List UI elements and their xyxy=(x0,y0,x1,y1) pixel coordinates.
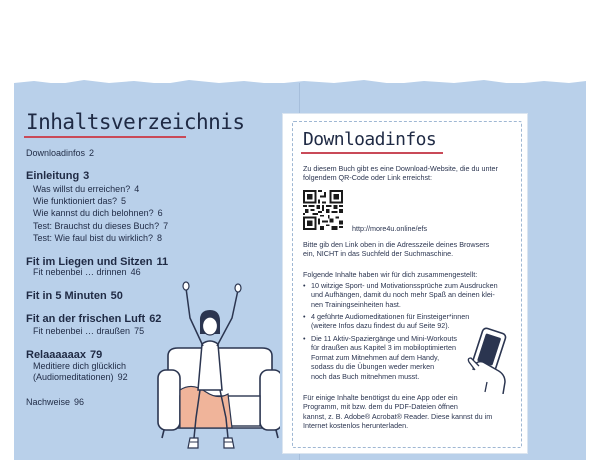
toc-entry xyxy=(33,221,168,231)
downloadinfo-title: Downloadinfos xyxy=(303,129,437,150)
toc-entry-label: Test: Brauchst du dieses Buch? xyxy=(33,221,160,231)
toc-chapter xyxy=(26,349,102,361)
toc-page-number: 7 xyxy=(163,221,169,231)
downloadinfo-intro: Zu diesem Buch gibt es eine Download-Website, die du unter folgendem QR-Code oder Link erreichst: xyxy=(303,164,498,183)
bullet-dot-icon: • xyxy=(303,334,306,343)
toc-entry-label: Fit in 5 Minuten xyxy=(26,290,107,302)
toc-page-number: 11 xyxy=(156,256,169,268)
toc-entry xyxy=(33,196,126,206)
woman-on-sofa-illustration xyxy=(150,278,280,458)
bullet-dot-icon: • xyxy=(303,281,306,290)
toc-entry-label: Fit nebenbei … drinnen xyxy=(33,267,127,277)
toc-chapter xyxy=(26,313,161,325)
toc-page-number: 5 xyxy=(121,196,127,206)
toc-entry xyxy=(33,208,163,218)
toc-page-number: 8 xyxy=(157,233,163,243)
toc-entry-label: Wie funktioniert das? xyxy=(33,196,118,206)
toc-page-number: 4 xyxy=(134,184,140,194)
downloadinfo-title-underline xyxy=(301,152,443,154)
hand-holding-phone-illustration xyxy=(463,326,523,394)
toc-page-number: 3 xyxy=(83,170,90,182)
bullet-dot-icon: • xyxy=(303,312,306,321)
toc-entry-label: Fit an der frischen Luft xyxy=(26,313,146,325)
toc-page-number: 96 xyxy=(74,397,85,407)
toc-entry-label: Nachweise xyxy=(26,397,71,407)
toc-chapter xyxy=(26,170,89,182)
bullet-item: • 10 witzige Sport- und Motivationssprüche zum Ausdrucken und Aufhängen, damit du noch mehr Spaß an deinen klei- nen Trainingseinheiten hast. xyxy=(303,281,498,309)
toc-page-number: 62 xyxy=(149,313,162,325)
toc-entry xyxy=(26,397,84,407)
toc-entry xyxy=(33,361,130,371)
toc-entry-label: Test: Wie faul bist du wirklich? xyxy=(33,233,154,243)
toc-entry-label: Downloadinfos xyxy=(26,148,86,158)
toc-entry-label: Was willst du erreichen? xyxy=(33,184,131,194)
toc-page-number: 46 xyxy=(130,267,141,277)
toc-page-number: 92 xyxy=(117,372,128,382)
toc-entry xyxy=(33,372,128,382)
bullet-item: • 4 geführte Audiomeditationen für Einsteiger*innen (weitere Infos dazu findest du auf Seite 92). xyxy=(303,312,470,331)
downloadinfo-contents-heading: Folgende Inhalte haben wir für dich zusammengestellt: xyxy=(303,270,478,279)
toc-title-underline xyxy=(24,136,186,138)
toc-chapter xyxy=(26,290,123,302)
toc-title: Inhaltsverzeichnis xyxy=(26,110,245,134)
toc-entry-label: Relaaaaaax xyxy=(26,349,86,361)
qr-code-icon[interactable] xyxy=(303,190,343,230)
toc-entry xyxy=(33,326,144,336)
toc-entry xyxy=(26,148,94,158)
toc-page-number: 79 xyxy=(89,349,103,361)
bullet-item: • Die 11 Aktiv-Spaziergänge und Mini-Workouts für draußen aus Kapitel 3 im mobiloptimierten Format zum Mitnehmen auf dem Handy, sodass du die Übungen weder merken noch das Buch mitnehmen musst. xyxy=(303,334,457,381)
downloadinfo-footer: Für einige Inhalte benötigst du eine App oder ein Programm, mit bzw. dem du PDF-Dateien öffnen kannst, z. B. Adobe® Acrobat® Reader. Diese kannst du im Internet kostenlos herunterladen. xyxy=(303,393,493,431)
toc-entry-label: Fit im Liegen und Sitzen xyxy=(26,256,153,268)
toc-entry-label: Einleitung xyxy=(26,170,80,182)
toc-page-number: 50 xyxy=(110,290,123,302)
downloadinfo-instruction: Bitte gib den Link oben in die Adresszeile deines Browsers ein, NICHT in das Suchfeld der Suchmaschine. xyxy=(303,240,490,259)
toc-entry-label: Wie kannst du dich belohnen? xyxy=(33,208,154,218)
toc-entry-label: Meditiere dich glücklich xyxy=(33,361,127,371)
toc-entry xyxy=(33,233,162,243)
toc-page-number: 75 xyxy=(134,326,145,336)
toc-entry xyxy=(33,184,139,194)
toc-entry xyxy=(33,267,141,277)
download-url-link[interactable]: http://more4u.online/efs xyxy=(352,224,428,233)
toc-page-number: 2 xyxy=(89,148,95,158)
toc-entry-label: (Audiomeditationen) xyxy=(33,372,114,382)
toc-page-number: 6 xyxy=(157,208,163,218)
toc-entry-label: Fit nebenbei … draußen xyxy=(33,326,131,336)
torn-paper-edge xyxy=(14,79,586,87)
